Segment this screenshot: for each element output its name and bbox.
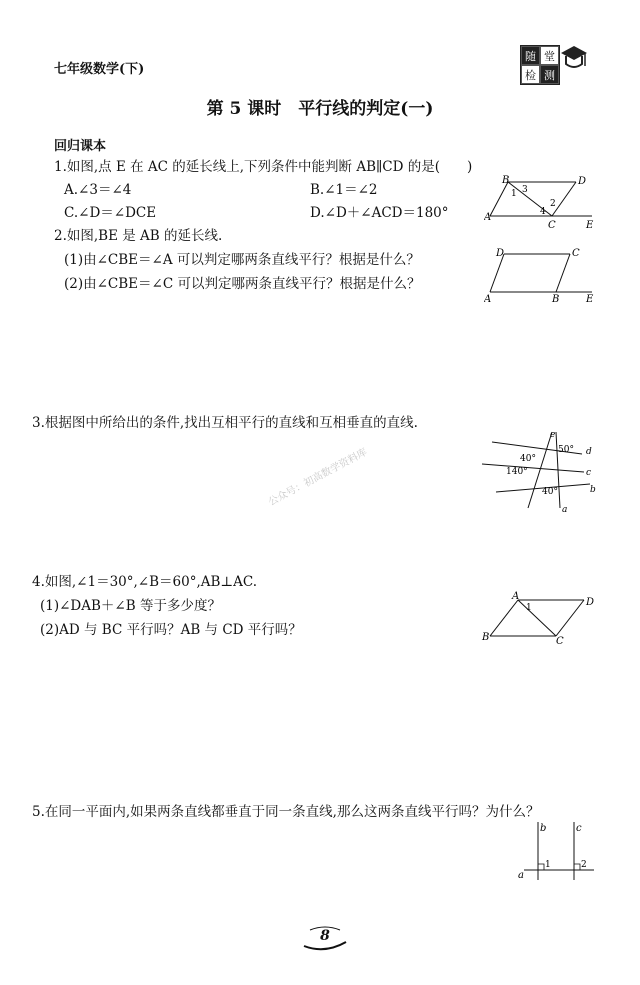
question-5-stem: 5.在同一平面内,如果两条直线都垂直于同一条直线,那么这两条直线平行吗？为什么？ — [32, 804, 540, 820]
fig-label: A — [512, 591, 520, 602]
fig-label: 40° — [542, 487, 558, 497]
badge-char: 检 — [521, 65, 540, 84]
fig-label: d — [586, 447, 592, 457]
fig-label: 1 — [545, 860, 551, 870]
q1-figure — [484, 172, 596, 232]
page-title: 第 5 课时 平行线的判定(一) — [206, 99, 434, 119]
fig-label: a — [518, 870, 524, 881]
fig-label: b — [590, 485, 596, 495]
fig-label: a — [562, 505, 568, 515]
fig-label: C — [556, 636, 564, 644]
fig-label: 2 — [581, 860, 587, 870]
q1-option-d: D.∠D＋∠ACD＝180° — [310, 205, 449, 221]
fig-label: E — [586, 220, 594, 231]
fig-label: D — [496, 248, 505, 259]
q2-figure — [484, 244, 596, 304]
q1-option-b: B.∠1＝∠2 — [310, 182, 378, 198]
fig-label: A — [484, 294, 492, 304]
q1-option-a: A.∠3＝∠4 — [64, 182, 132, 198]
fig-label: 40° — [520, 454, 536, 464]
fig-label: 1 — [511, 189, 517, 199]
badge-char: 堂 — [540, 46, 559, 65]
q2-subquestion-2: (2)由∠CBE＝∠C 可以判定哪两条直线平行？根据是什么？ — [64, 276, 421, 292]
fig-label: C — [548, 220, 556, 231]
graduation-cap-icon — [560, 44, 588, 80]
fig-label: C — [572, 248, 580, 259]
question-1-stem: 1.如图,点 E 在 AC 的延长线上,下列条件中能判断 AB∥CD 的是( ) — [54, 159, 473, 175]
fig-label: 50° — [558, 445, 574, 455]
fig-label: B — [502, 175, 510, 186]
fig-label: A — [484, 212, 492, 223]
fig-label: b — [540, 823, 547, 834]
page-number: 8 — [320, 928, 330, 944]
fig-label: B — [552, 294, 560, 304]
q1-option-c: C.∠D＝∠DCE — [64, 205, 157, 221]
question-2-stem: 2.如图,BE 是 AB 的延长线. — [54, 228, 223, 244]
fig-label: E — [586, 294, 594, 304]
fig-label: c — [576, 823, 582, 834]
badge-char: 测 — [540, 65, 559, 84]
q4-subquestion-1: (1)∠DAB＋∠B 等于多少度？ — [40, 598, 221, 614]
q2-subquestion-1: (1)由∠CBE＝∠A 可以判定哪两条直线平行？根据是什么？ — [64, 252, 420, 268]
book-grade-label: 七年级数学(下) — [54, 62, 145, 77]
watermark: 公众号：初高数学资料库 — [266, 446, 370, 509]
fig-label: 1 — [526, 603, 532, 613]
fig-label: 4 — [540, 207, 546, 217]
question-4-stem: 4.如图,∠1＝30°,∠B＝60°,AB⊥AC. — [32, 574, 257, 590]
badge-char: 随 — [521, 46, 540, 65]
fig-label: B — [482, 632, 490, 643]
section-heading: 回归课本 — [54, 139, 107, 154]
question-3-stem: 3.根据图中所给出的条件,找出互相平行的直线和互相垂直的直线. — [32, 415, 418, 431]
fig-label: D — [578, 176, 587, 187]
quiz-badge — [520, 45, 560, 85]
q3-figure — [478, 428, 600, 516]
fig-label: c — [586, 468, 592, 478]
q4-figure — [480, 590, 598, 644]
fig-label: D — [586, 597, 595, 608]
fig-label: 2 — [550, 199, 556, 209]
q4-subquestion-2: (2)AD 与 BC 平行吗？AB 与 CD 平行吗？ — [40, 622, 302, 638]
fig-label: e — [550, 430, 556, 440]
fig-label: 140° — [506, 467, 528, 477]
q5-figure — [516, 818, 598, 882]
fig-label: 3 — [522, 185, 528, 195]
